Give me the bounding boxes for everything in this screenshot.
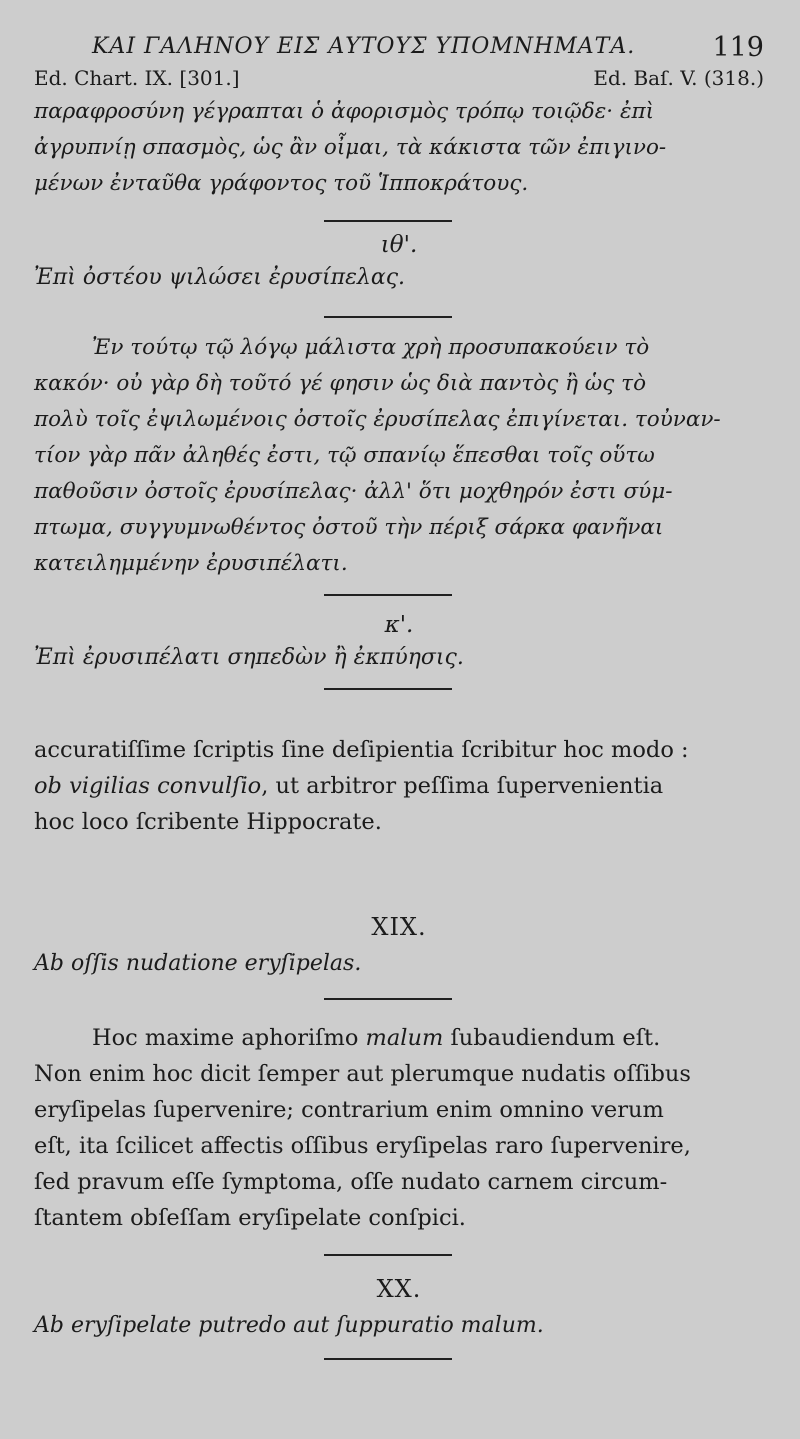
divider-rule <box>324 688 452 690</box>
text-line <box>34 1020 764 1056</box>
text-line <box>34 768 764 804</box>
text-line: παραφροσύνη γέγραπται ὁ ἀφορισμὸς τρόπῳ τοιῷδε· ἐπὶ <box>34 99 655 124</box>
latin-aphorism-title-19: Ab oſſis nudatione eryſipelas. <box>34 951 362 976</box>
edition-left: Ed. Chart. IX. [301.] <box>34 66 240 90</box>
running-title: ΚΑΙ ΓΑΛΗΝΟΥ ΕΙΣ ΑΥΤΟΥΣ ΥΠΟΜΝΗΜΑΤΑ. <box>92 34 636 59</box>
text-line: hoc loco ſcribente Hippocrate. <box>34 809 382 835</box>
text-line: Ἐν τούτῳ τῷ λόγῳ μάλιστα χρὴ προσυπακούειν τὸ <box>92 335 650 360</box>
edition-right: Ed. Baſ. V. (318.) <box>593 66 764 90</box>
text-line: κατειλημμένην ἐρυσιπέλατι. <box>34 551 348 576</box>
divider-rule <box>324 594 452 596</box>
text-span: ſubaudiendum eſt. <box>443 1025 661 1051</box>
divider-rule <box>324 220 452 222</box>
edition-line <box>34 66 764 94</box>
text-line: ſtantem obſeſſam eryſipelate conſpici. <box>34 1205 466 1231</box>
text-line: παθοῦσιν ὀστοῖς ἐρυσίπελας· ἀλλ' ὅτι μοχθηρόν ἐστι σύμ- <box>34 479 673 504</box>
text-line: μένων ἐνταῦθα γράφοντος τοῦ Ἱπποκράτους. <box>34 171 529 196</box>
greek-commentary-19 <box>34 330 764 582</box>
text-line: τίον γὰρ πᾶν ἀληθές ἐστι, τῷ σπανίῳ ἕπεσθαι τοῖς οὕτω <box>34 443 655 468</box>
text-line: ſed pravum eſſe ſymptoma, oſſe nudato carnem circum- <box>34 1169 668 1195</box>
italic-phrase: ob vigilias convulſio <box>34 773 262 799</box>
page-number: 119 <box>712 32 764 63</box>
running-head <box>34 28 764 62</box>
greek-aphorism-title-20: Ἐπὶ ἐρυσιπέλατι σηπεδὼν ἢ ἐκπύησις. <box>34 645 464 670</box>
latin-aphorism-number-20: XX. <box>376 1275 422 1303</box>
divider-rule <box>324 316 452 318</box>
text-span: , ut arbitror peſſima ſupervenientia <box>261 773 664 799</box>
text-line: πτωμα, συγγυμνωθέντος ὀστοῦ τὴν πέριξ σάρκα φανῆναι <box>34 515 664 540</box>
latin-commentary-19 <box>34 1020 764 1236</box>
greek-aphorism-number-19: ιθ'. <box>380 232 418 258</box>
greek-aphorism-title-19: Ἐπὶ ὀστέου ψιλώσει ἐρυσίπελας. <box>34 265 406 290</box>
text-line: ἀγρυπνίῃ σπασμὸς, ὡς ἂν οἶμαι, τὰ κάκιστα τῶν ἐπιγινο- <box>34 135 667 160</box>
latin-aphorism-title-20: Ab eryſipelate putredo aut ſuppuratio malum. <box>34 1313 544 1338</box>
divider-rule <box>324 998 452 1000</box>
text-line: κακόν· οὐ γὰρ δὴ τοῦτό γέ φησιν ὡς διὰ παντὸς ἢ ὡς τὸ <box>34 371 647 396</box>
italic-word: malum <box>365 1025 444 1051</box>
text-line: eryſipelas ſupervenire; contrarium enim omnino verum <box>34 1097 664 1123</box>
text-line: πολὺ τοῖς ἐψιλωμένοις ὀστοῖς ἐρυσίπελας ἐπιγίνεται. τοὐναν- <box>34 407 721 432</box>
text-span: Hoc maxime aphoriſmo <box>92 1025 366 1051</box>
latin-aphorism-number-19: XIX. <box>371 913 427 941</box>
divider-rule <box>324 1358 452 1360</box>
latin-intro <box>34 732 764 840</box>
text-line: accuratiſſime ſcriptis ſine deſipientia ſcribitur hoc modo : <box>34 737 689 763</box>
text-line: Non enim hoc dicit ſemper aut plerumque nudatis oſſibus <box>34 1061 691 1087</box>
divider-rule <box>324 1254 452 1256</box>
greek-intro <box>34 94 764 202</box>
text-line: eſt, ita ſcilicet affectis oſſibus eryſipelas raro ſupervenire, <box>34 1133 691 1159</box>
greek-aphorism-number-20: κ'. <box>384 612 414 638</box>
